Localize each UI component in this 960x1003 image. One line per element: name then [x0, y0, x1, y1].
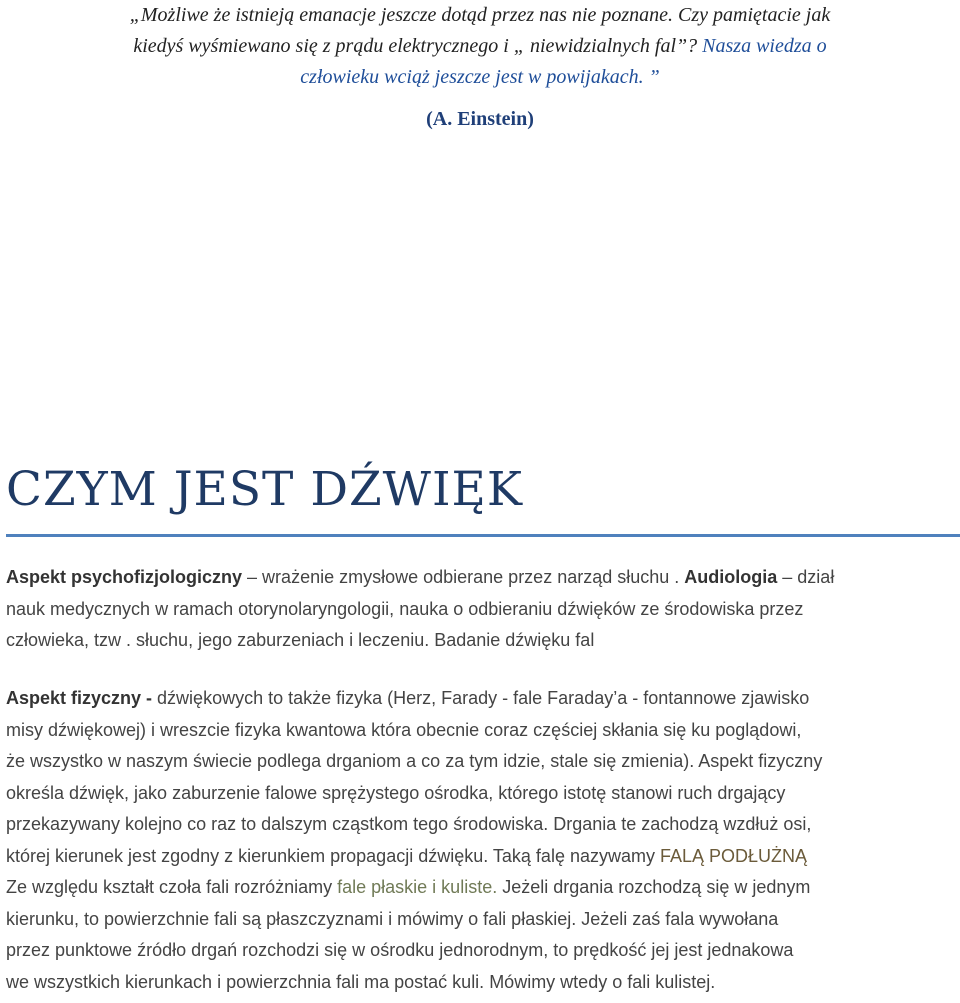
- term-longitudinal-wave: FALĄ PODŁUŻNĄ: [659, 845, 808, 866]
- text-segment: Ze względu kształt czoła fali rozróżniamy: [6, 877, 338, 897]
- term-physical: Aspekt fizyczny -: [6, 688, 153, 708]
- term-audiology: Audiologia: [684, 567, 778, 587]
- paragraph-psychophysiological: [6, 562, 956, 657]
- paragraph-line: [6, 841, 956, 873]
- paragraph-line: we wszystkich kierunkach i powierzchnia fali ma postać kuli. Mówimy wtedy o fali kulistej.: [6, 971, 716, 992]
- quote-line-2-text: kiedyś wyśmiewano się z prądu elektrycznego i „ niewidzialnych fal”?: [133, 35, 698, 57]
- quote-line-2: [0, 31, 960, 62]
- einstein-quote: [0, 0, 960, 93]
- text-segment: – wrażenie zmysłowe odbierane przez narząd słuchu .: [242, 567, 685, 587]
- paragraph-line: przez punktowe źródło drgań rozchodzi się w ośrodku jednorodnym, to prędkość jej jest jednakowa: [6, 940, 794, 960]
- paragraph-line: określa dźwięk, jako zaburzenie falowe sprężystego ośrodka, którego istotę stanowi ruch drgający: [6, 782, 786, 803]
- quote-line-1: „Możliwe że istnieją emanacje jeszcze dotąd przez nas nie poznane. Czy pamiętacie jak: [129, 4, 831, 26]
- term-psychophysiological: Aspekt psychofizjologiczny: [6, 567, 243, 587]
- quote-line-3-mark: ”: [643, 66, 660, 88]
- text-segment: – dział: [777, 567, 835, 587]
- quote-author: (A. Einstein): [426, 108, 534, 130]
- quote-line-2-tail: Nasza wiedza o: [697, 35, 827, 57]
- text-segment: dźwiękowych to także fizyka (Herz, Farady - fale Faraday’a - fontannowe zjawisko: [152, 688, 810, 708]
- paragraph-line: misy dźwiękowej) i wreszcie fizyka kwantowa która obecnie coraz częściej skłania się ku poglądowi,: [6, 719, 802, 740]
- paragraph-line: [6, 562, 956, 594]
- title-underline: [6, 534, 960, 537]
- paragraph-line: [6, 872, 956, 904]
- paragraph-line: przekazywany kolejno co raz to dalszym cząstkom tego środowiska. Drgania te zachodzą wzdłuż osi,: [6, 814, 812, 834]
- quote-line-3-text: człowieku wciąż jeszcze jest w powijakach.: [300, 66, 644, 88]
- paragraph-physical: [6, 683, 956, 998]
- paragraph-line: człowieka, tzw . słuchu, jego zaburzeniach i leczeniu. Badanie dźwięku fal: [6, 630, 595, 650]
- quote-line-3: [0, 62, 960, 93]
- paragraph-line: nauk medycznych w ramach otorynolaryngologii, nauka o odbieraniu dźwięków ze środowiska przez: [6, 598, 804, 619]
- paragraph-line: kierunku, to powierzchnie fali są płaszczyznami i mówimy o fali płaskiej. Jeżeli zaś fala wywołana: [6, 908, 779, 929]
- paragraph-line: że wszystko w naszym świecie podlega drganiom a co za tym idzie, stale się zmienia). Aspekt fizyczny: [6, 751, 823, 771]
- paragraph-line: [6, 683, 956, 715]
- text-segment: Jeżeli drgania rozchodzą się w jednym: [497, 877, 811, 897]
- page-title: CZYM JEST DŹWIĘK: [6, 462, 523, 517]
- term-wave-types: fale płaskie i kuliste.: [337, 877, 498, 897]
- text-segment: której kierunek jest zgodny z kierunkiem propagacji dźwięku. Taką falę nazywamy: [6, 845, 660, 866]
